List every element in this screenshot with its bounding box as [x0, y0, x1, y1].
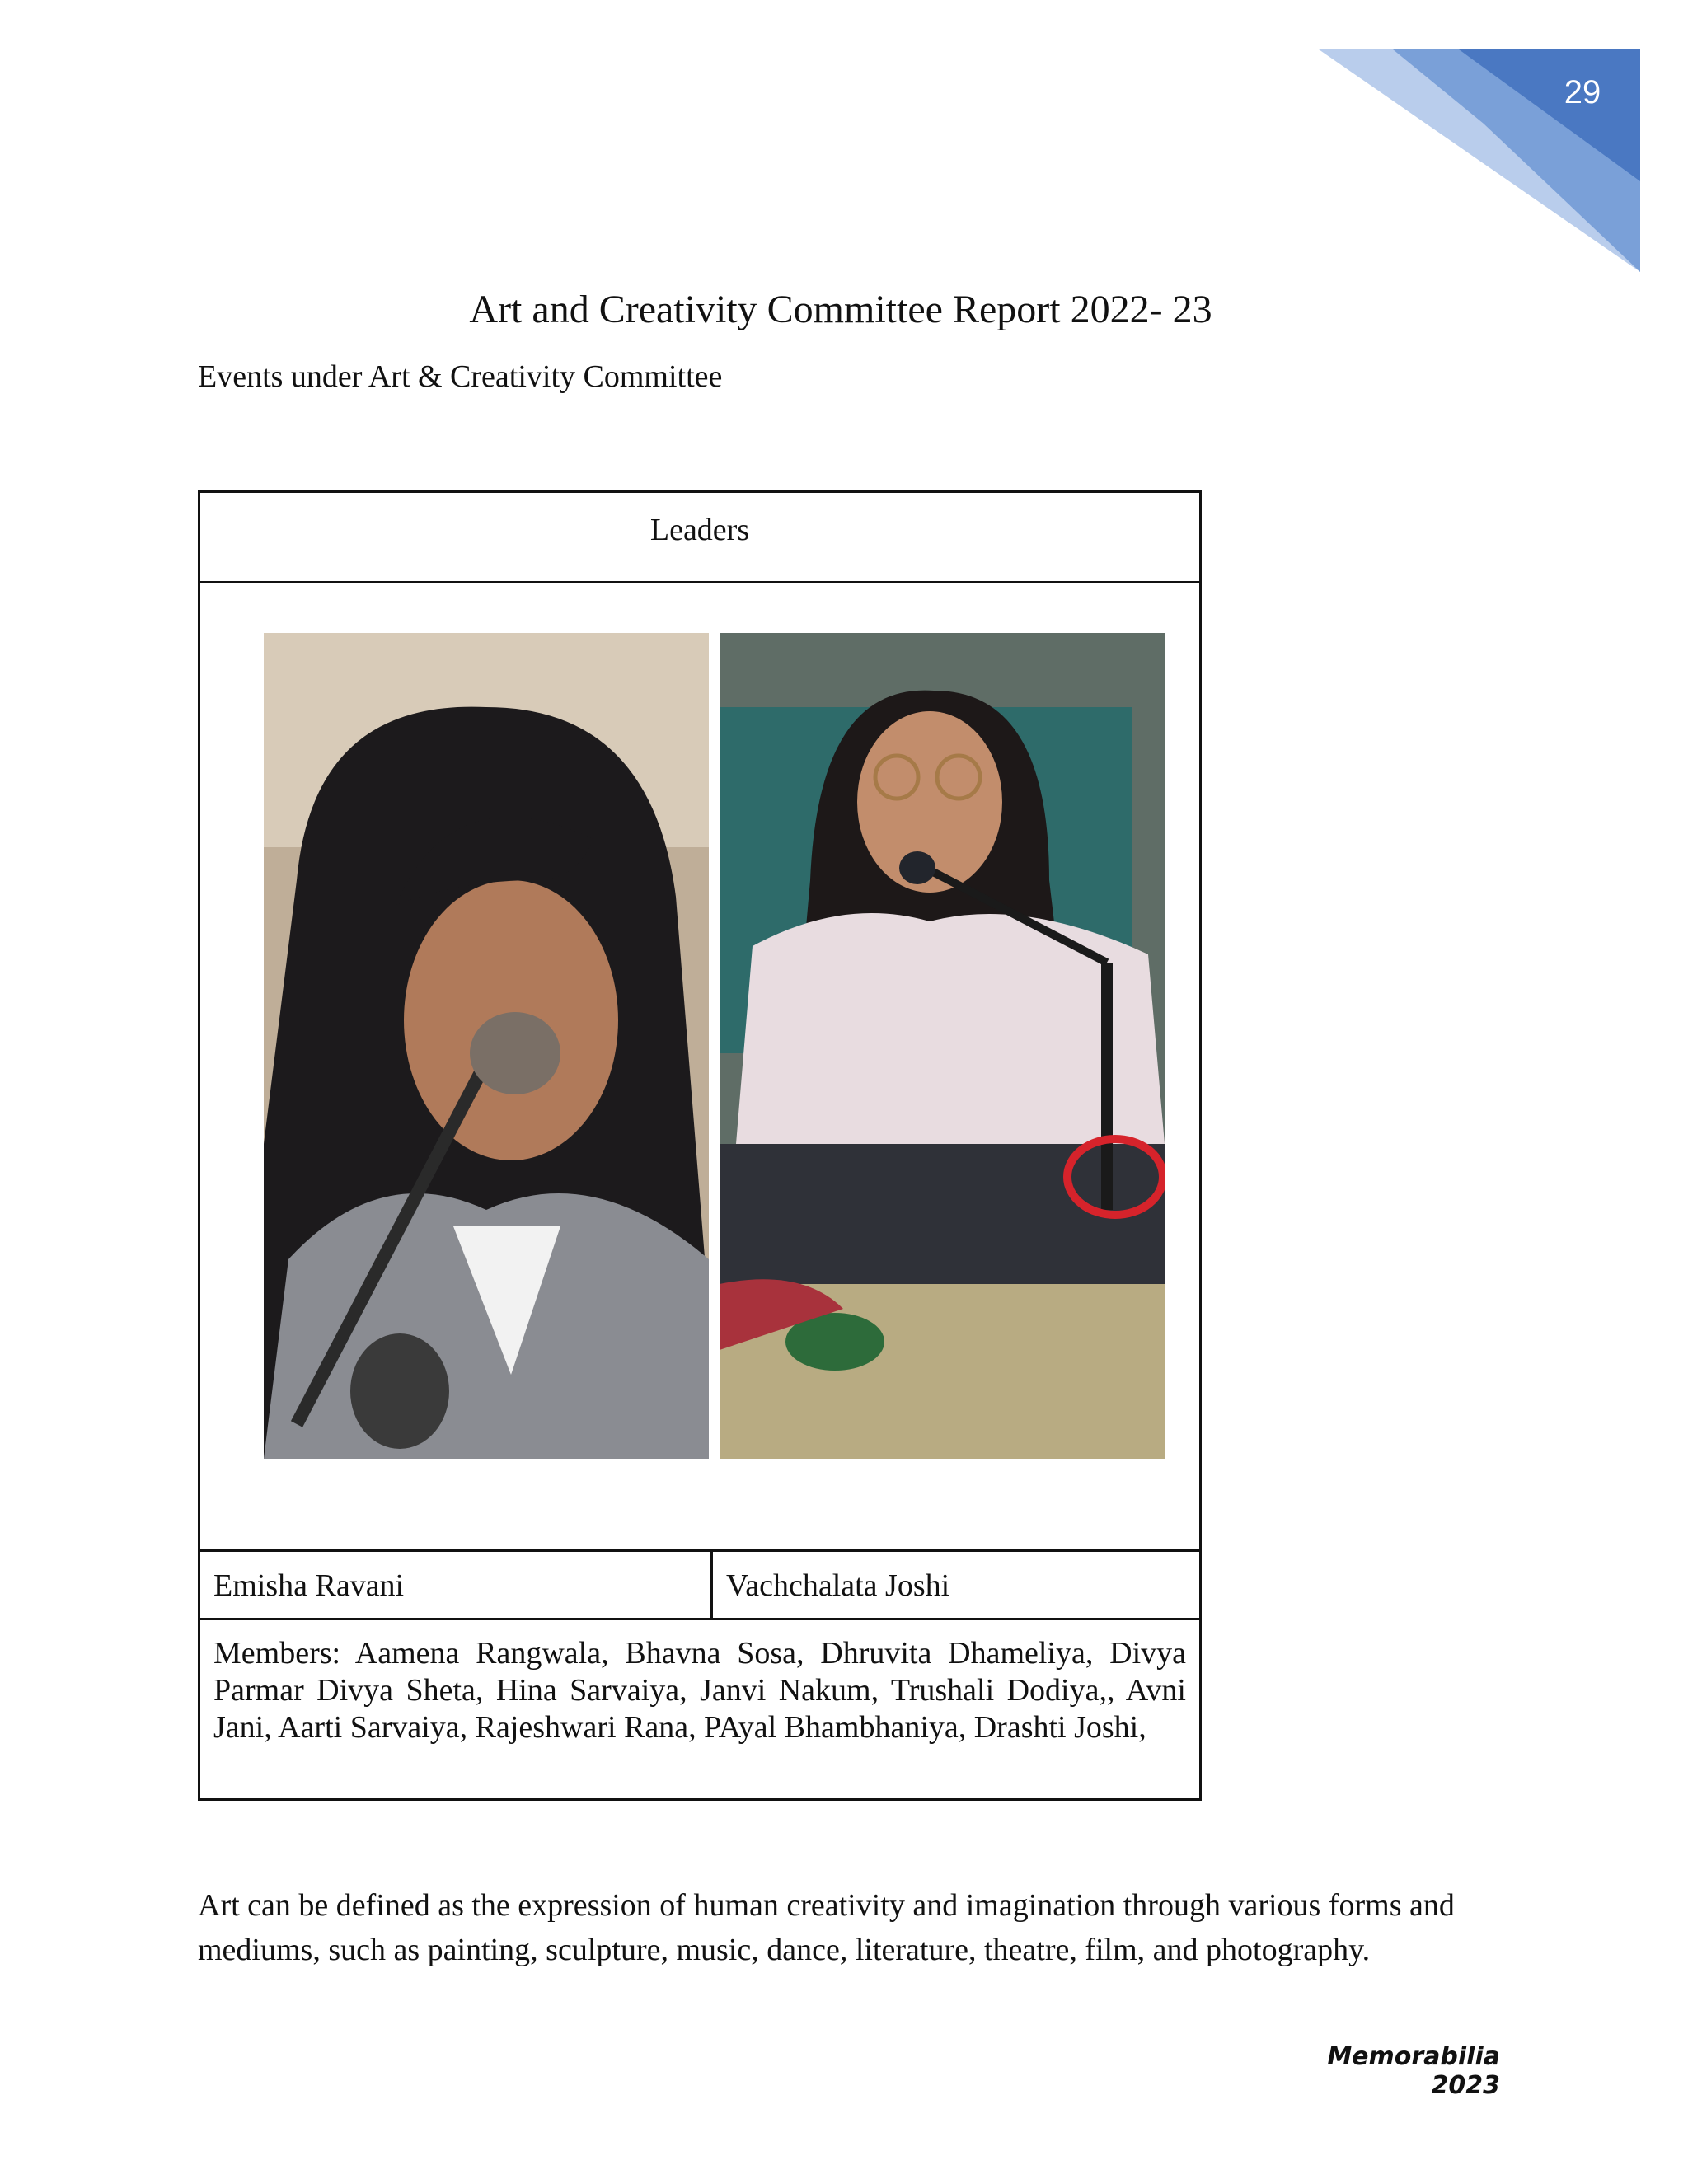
members-list: Members: Aamena Rangwala, Bhavna Sosa, Dhruvita Dhameliya, Divya Parmar Divya Sheta, Hina Sarvaiya, Janvi Nakum, Trushali Dodiya,, Avni Jani, Aarti Sarvaiya, Rajeshwari Rana, PAyal Bhambhaniya, Drashti Joshi,	[213, 1636, 1186, 1745]
page-title: Art and Creativity Committee Report 2022- 23	[469, 288, 1212, 331]
leader-name-left: Emisha Ravani	[200, 1552, 713, 1618]
page-subtitle: Events under Art & Creativity Committee	[198, 359, 723, 394]
leader-photo-right	[720, 633, 1165, 1459]
photo-row	[200, 583, 1199, 1552]
leader-photo-left	[264, 633, 709, 1459]
page-number: 29	[1564, 74, 1601, 110]
intro-paragraph: Art can be defined as the expression of human creativity and imagination through various forms and mediums, such as painting, sculpture, music, dance, literature, theatre, film, and photography.	[198, 1888, 1455, 1967]
names-row	[200, 1552, 1199, 1620]
footer-signature: Memorabilia 2023	[1327, 2042, 1500, 2100]
table-header: Leaders	[200, 493, 1199, 583]
leaders-table	[198, 490, 1202, 1801]
leader-name-right: Vachchalata Joshi	[726, 1568, 950, 1603]
